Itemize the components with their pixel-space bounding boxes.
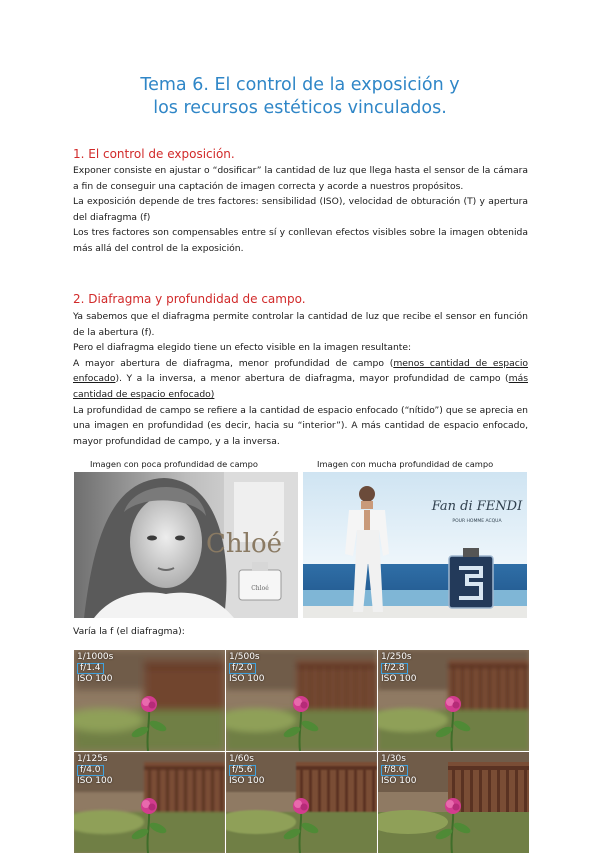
- page-title: [0, 74, 600, 120]
- aperture-sample-4: [74, 752, 225, 853]
- dof-underline-1: menos cantidad de espacio enfocado: [73, 357, 528, 385]
- caption-shallow-dof: Imagen con poca profundidad de campo: [90, 459, 258, 469]
- aperture-sample-6: [378, 752, 529, 853]
- shutter-speed: 1/60s: [229, 754, 254, 764]
- dof-text-a: A mayor abertura de diafragma, menor profundidad de campo (: [73, 357, 394, 369]
- section-1-heading: 1. El control de exposición.: [73, 147, 235, 161]
- dof-text-b: ). Y a la inversa, a menor abertura de diafragma, mayor profundidad de campo (: [115, 373, 509, 385]
- fendi-sub-text: POUR HOMME ACQUA: [452, 519, 502, 524]
- section-2-body: [73, 309, 528, 449]
- aperture-value: f/2.8: [381, 663, 408, 675]
- aperture-sample-2: [226, 650, 377, 751]
- iso-value: ISO 100: [77, 674, 113, 684]
- section-1-paragraph-2: La exposición depende de tres factores: sensibilidad (ISO), velocidad de obturación (T) y apertura del diafragma (f): [73, 196, 528, 223]
- shutter-speed: 1/125s: [77, 754, 108, 764]
- page-title-line-2: los recursos estéticos vinculados.: [153, 98, 447, 118]
- exif-overlay: [381, 652, 417, 685]
- aperture-sample-3: [378, 650, 529, 751]
- section-1-paragraph-3: Los tres factores son compensables entre sí y conllevan efectos visibles sobre la imagen obtenida más allá del control de la exposición.: [73, 227, 528, 254]
- iso-value: ISO 100: [229, 776, 265, 786]
- dof-underline-2: más cantidad de espacio enfocado): [73, 373, 528, 400]
- shutter-speed: 1/30s: [381, 754, 406, 764]
- caption-deep-dof: Imagen con mucha profundidad de campo: [317, 459, 494, 469]
- aperture-grid-label: Varía la f (el diafragma):: [73, 626, 185, 637]
- shutter-speed: 1/1000s: [77, 652, 114, 662]
- exif-overlay: [229, 652, 265, 685]
- shutter-speed: 1/250s: [381, 652, 412, 662]
- iso-value: ISO 100: [229, 674, 265, 684]
- aperture-value: f/4.0: [77, 765, 104, 777]
- fendi-ad-illustration: [303, 472, 527, 618]
- chloe-brand-text: Chloé: [206, 529, 282, 559]
- iso-value: ISO 100: [381, 674, 417, 684]
- section-1-body: [73, 163, 528, 257]
- section-2-paragraph-4: La profundidad de campo se refiere a la cantidad de espacio enfocado (“nítido”) que se aprecia en una imagen en profundidad (es decir, hacia su “interior”). A más cantidad de espacio enfocado, mayor profundidad de campo, y a la inversa.: [73, 404, 528, 447]
- section-2-paragraph-2: Pero el diafragma elegido tiene un efecto visible en la imagen resultante:: [73, 342, 412, 354]
- aperture-sample-1: [74, 650, 225, 751]
- exif-overlay: [229, 754, 265, 787]
- aperture-value: f/8.0: [381, 765, 408, 777]
- exif-overlay: [381, 754, 417, 787]
- section-2-heading: 2. Diafragma y profundidad de campo.: [73, 292, 306, 306]
- iso-value: ISO 100: [77, 776, 113, 786]
- aperture-value: f/2.0: [229, 663, 256, 675]
- section-2-paragraph-1: Ya sabemos que el diafragma permite controlar la cantidad de luz que recibe el sensor en función de la abertura (f).: [73, 311, 528, 338]
- section-2-paragraph-3: [73, 356, 528, 403]
- fendi-ad-image: [303, 472, 527, 618]
- chloe-ad-illustration: [74, 472, 298, 618]
- chloe-bottle-label: Chloé: [251, 585, 269, 592]
- aperture-value: f/5.6: [229, 765, 256, 777]
- page-title-line-1: Tema 6. El control de la exposición y: [140, 75, 460, 95]
- shutter-speed: 1/500s: [229, 652, 260, 662]
- aperture-sample-5: [226, 752, 377, 853]
- exif-overlay: [77, 754, 113, 787]
- iso-value: ISO 100: [381, 776, 417, 786]
- section-1-paragraph-1: Exponer consiste en ajustar o “dosificar” la cantidad de luz que llega hasta el sensor de la cámara a fin de conseguir una captación de imagen correcta y acorde a nuestros propósitos.: [73, 165, 528, 192]
- chloe-ad-image: [74, 472, 298, 618]
- exif-overlay: [77, 652, 113, 685]
- fendi-brand-text: Fan di FENDI: [431, 499, 523, 514]
- aperture-value: f/1.4: [77, 663, 104, 675]
